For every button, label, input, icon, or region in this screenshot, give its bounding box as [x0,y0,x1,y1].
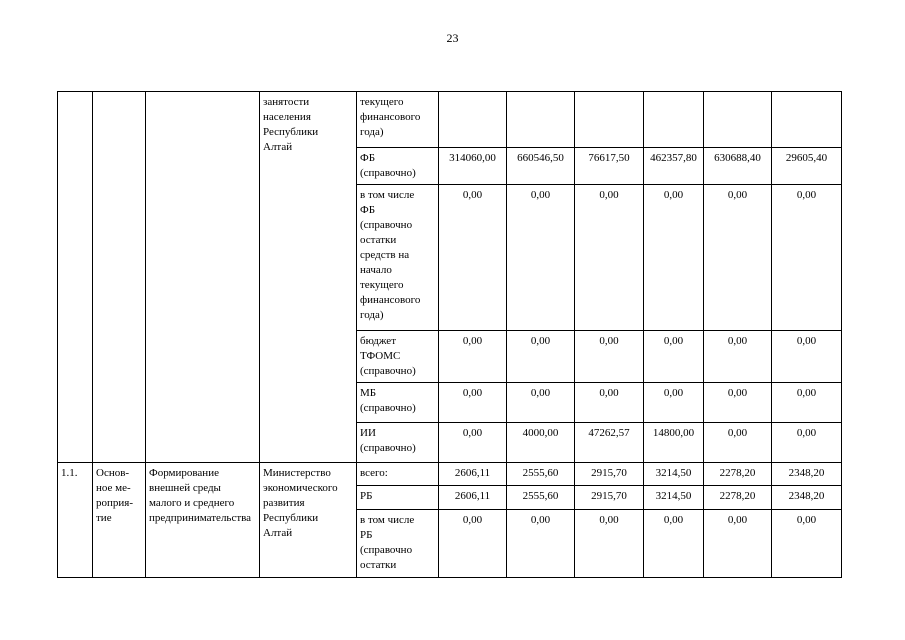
number-cell [58,92,93,463]
name-cell [146,92,260,463]
source-cell: бюджет ТФОМС (справочно) [357,331,439,383]
value-cell: 29605,40 [772,148,842,185]
value-cell: 0,00 [704,510,772,578]
source-cell: РБ [357,486,439,510]
status-cell [93,92,146,463]
value-cell: 2915,70 [575,486,644,510]
value-cell: 2915,70 [575,463,644,486]
value-cell: 0,00 [772,331,842,383]
value-cell: 0,00 [772,423,842,463]
value-cell: 0,00 [644,383,704,423]
value-cell: 0,00 [439,331,507,383]
source-text: в том числе ФБ (справочно остатки средств на начало текущего финансового года) [360,189,421,321]
value-cell: 2278,20 [704,463,772,486]
value-cell: 2348,20 [772,486,842,510]
value-cell: 2606,11 [439,463,507,486]
executor-cell: занятости населения Республики Алтай [260,92,357,463]
value-cell: 0,00 [439,185,507,331]
value-cell: 0,00 [507,383,575,423]
source-cell: ФБ (справочно) [357,148,439,185]
value-cell: 0,00 [439,383,507,423]
value-cell: 2606,11 [439,486,507,510]
value-cell: 2555,60 [507,463,575,486]
value-cell [644,92,704,148]
value-cell: 2555,60 [507,486,575,510]
value-cell: 0,00 [704,331,772,383]
value-cell [772,92,842,148]
value-cell: 76617,50 [575,148,644,185]
name-cell: Формирование внешней среды малого и среднего предпринимательства [146,463,260,578]
source-cell [357,185,439,331]
table-row [58,92,842,148]
value-cell: 3214,50 [644,486,704,510]
value-cell: 14800,00 [644,423,704,463]
value-cell: 2278,20 [704,486,772,510]
value-cell: 0,00 [644,185,704,331]
value-cell [507,92,575,148]
source-cell: ИИ (справочно) [357,423,439,463]
source-cell: МБ (справочно) [357,383,439,423]
source-cell: текущего финансового года) [357,92,439,148]
value-cell: 0,00 [575,331,644,383]
source-text: в том числе РБ (справочно остатки [360,514,415,571]
source-cell: всего: [357,463,439,486]
number-cell: 1.1. [58,463,93,578]
value-cell: 0,00 [507,510,575,578]
value-cell: 0,00 [644,510,704,578]
value-cell: 0,00 [772,383,842,423]
value-cell: 0,00 [772,185,842,331]
page-number: 23 [446,31,459,45]
value-cell: 630688,40 [704,148,772,185]
budget-table [57,91,842,578]
value-cell: 0,00 [644,331,704,383]
table-row [58,463,842,486]
value-cell: 0,00 [439,510,507,578]
executor-cell: Министерство экономического развития Республики Алтай [260,463,357,578]
status-cell: Основ- ное ме- роприя- тие [93,463,146,578]
value-cell: 462357,80 [644,148,704,185]
value-cell [704,92,772,148]
value-cell: 0,00 [575,510,644,578]
value-cell: 660546,50 [507,148,575,185]
value-cell: 0,00 [704,423,772,463]
value-cell: 0,00 [575,185,644,331]
value-cell: 0,00 [507,185,575,331]
value-cell [575,92,644,148]
value-cell: 0,00 [507,331,575,383]
value-cell: 0,00 [575,383,644,423]
value-cell: 2348,20 [772,463,842,486]
value-cell: 4000,00 [507,423,575,463]
value-cell: 314060,00 [439,148,507,185]
value-cell: 0,00 [772,510,842,578]
value-cell: 0,00 [439,423,507,463]
value-cell: 3214,50 [644,463,704,486]
source-cell [357,510,439,578]
value-cell: 0,00 [704,383,772,423]
value-cell: 47262,57 [575,423,644,463]
value-cell [439,92,507,148]
value-cell: 0,00 [704,185,772,331]
